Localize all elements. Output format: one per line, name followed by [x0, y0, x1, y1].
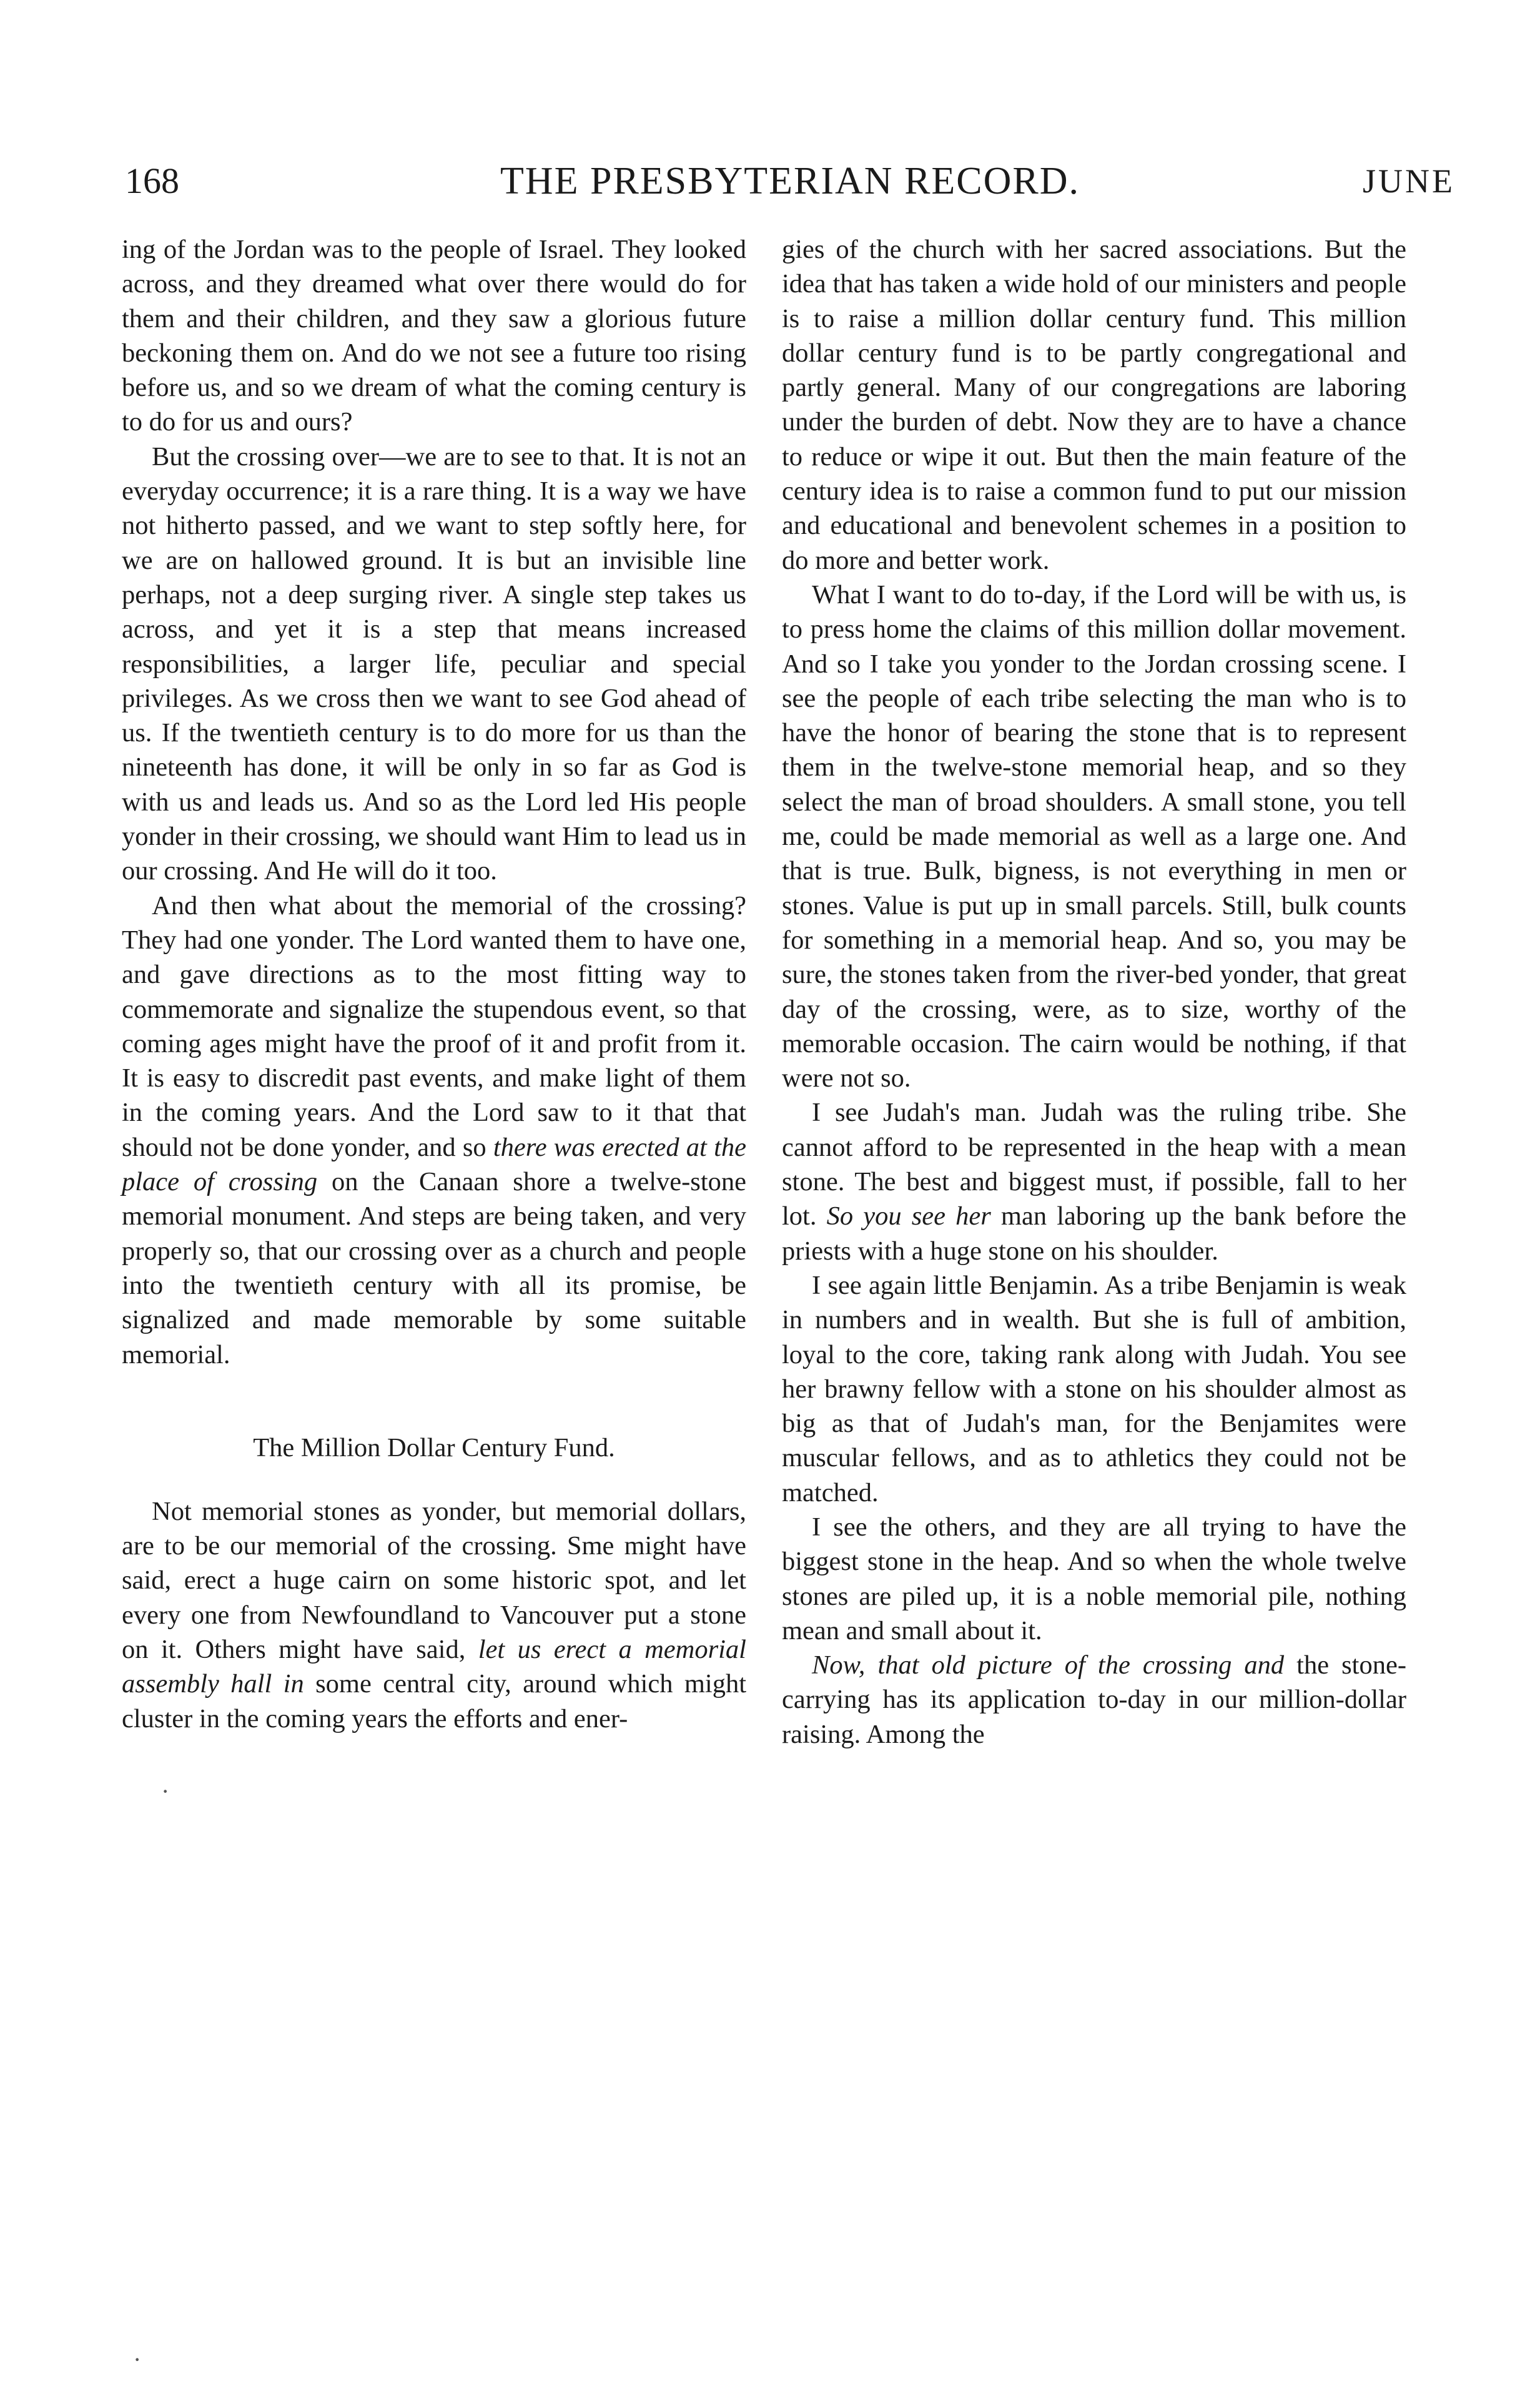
print-speck: · [161, 1777, 170, 1805]
italic-text: let us erect a memorial assembly hall in [122, 1634, 746, 1699]
paragraph: I see again little Benjamin. As a tribe Benjamin is weak in numbers and in wealth. But she is full of ambition, loyal to the core, taking rank along with Judah. You see her brawny fellow with a stone on his shoulder almost as big as that of Judah's man, for the Benjamites were muscular fellows, and as to athletics they could not be matched. [782, 1270, 1406, 1507]
print-speck: · [133, 2345, 142, 2374]
left-column [122, 232, 746, 1736]
text-run: some central city, around which might cluster in the coming years the efforts and ener- [122, 1669, 747, 1733]
italic-text: So you see her [826, 1201, 991, 1231]
paragraph [122, 1494, 746, 1736]
paragraph: ing of the Jordan was to the people of Israel. They looked across, and they dreamed what over there would do for them and their children, and they saw a glorious future beckoning them on. And do we not see a future too rising before us, and so we dream of what the coming century is to do for us and ours? [122, 235, 746, 437]
text-run: man laboring up the bank before the priests with a huge stone on his shoulder. [782, 1201, 1406, 1266]
italic-text: Now, that old picture of the crossing and [812, 1650, 1285, 1680]
paragraph [122, 889, 746, 1372]
italic-text: there was erected at the place of crossing [122, 1132, 746, 1197]
text-run: And then what about the memorial of the crossing? They had one yonder. The Lord wanted them to have one, and gave directions as to the most fitting way to commemorate and signalize the stupendous event, so that coming ages might have the proof of it and profit from it. It is easy to discredit past events, and make light of them in the coming years. And the Lord saw to it that that should not be done yonder, and so [122, 890, 746, 1162]
paragraph: I see the others, and they are all trying to have the biggest stone in the heap. And so when the whole twelve stones are piled up, it is a noble memorial pile, nothing mean and small about it. [782, 1512, 1406, 1645]
section-heading: The Million Dollar Century Fund. [253, 1432, 615, 1462]
page-number: 168 [125, 160, 179, 201]
month-label: JUNE [1363, 162, 1455, 200]
paragraph [782, 1095, 1406, 1268]
paragraph: gies of the church with her sacred associations. But the idea that has taken a wide hold of our ministers and people is to raise a million dollar century fund. This million dollar century fund is to be partly congregational and partly general. Many of our congregations are laboring under the burden of debt. Now they are to have a chance to reduce or wipe it out. But then the main feature of the century idea is to raise a common fund to put our mission and educational and benevolent schemes in a position to do more and better work. [782, 235, 1406, 575]
text-run: the stone-carrying has its application to-day in our million-dollar raising. Among the [782, 1650, 1406, 1749]
text-run: I see Judah's man. Judah was the ruling tribe. She cannot afford to be represented in the heap with a mean stone. The best and biggest must, if possible, fall to her lot. [782, 1098, 1406, 1231]
text-run: on the Canaan shore a twelve-stone memorial monument. And steps are being taken, and very properly so, that our crossing over as a church and people into the twentieth century with all its promise, be signalized and made memorable by some suitable memorial. [122, 1167, 746, 1369]
paragraph [782, 1648, 1406, 1752]
paragraph: What I want to do to-day, if the Lord will be with us, is to press home the claims of this million dollar movement. And so I take you yonder to the Jordan crossing scene. I see the people of each tribe selecting the man who is to have the honor of bearing the stone that is to represent them in the twelve-stone memorial heap, and so they select the man of broad shoulders. A small stone, you tell me, could be made memorial as well as a large one. And that is true. Bulk, bigness, is not everything in men or stones. Value is put up in small parcels. Still, bulk counts for something in a memorial heap. And so, you may be sure, the stones taken from the river-bed yonder, that great day of the crossing, were, as to size, worthy of the memorable occasion. The cairn would be nothing, if that were not so. [782, 579, 1406, 1093]
running-title: THE PRESBYTERIAN RECORD. [500, 160, 1080, 202]
paragraph: But the crossing over—we are to see to that. It is not an everyday occurrence; it is a rare thing. It is a way we have not hitherto passed, and we want to step softly here, for we are on hallowed ground. It is but an invisible line perhaps, not a deep surging river. A single step takes us across, and yet it is a step that means increased responsibilities, a larger life, peculiar and special privileges. As we cross then we want to see God ahead of us. If the twentieth century is to do more for us than the nineteenth has done, it will be only in so far as God is with us and leads us. And so as the Lord led His people yonder in their crossing, we should want Him to lead us in our crossing. And He will do it too. [122, 441, 746, 886]
text-run: Not memorial stones as yonder, but memorial dollars, are to be our memorial of the crossing. Sme might have said, erect a huge cairn on some historic spot, and let every one from Newfoundland to Vancouver put a stone on it. Others might have said, [122, 1496, 746, 1664]
right-column [782, 232, 1406, 1752]
page-header [125, 156, 1455, 206]
